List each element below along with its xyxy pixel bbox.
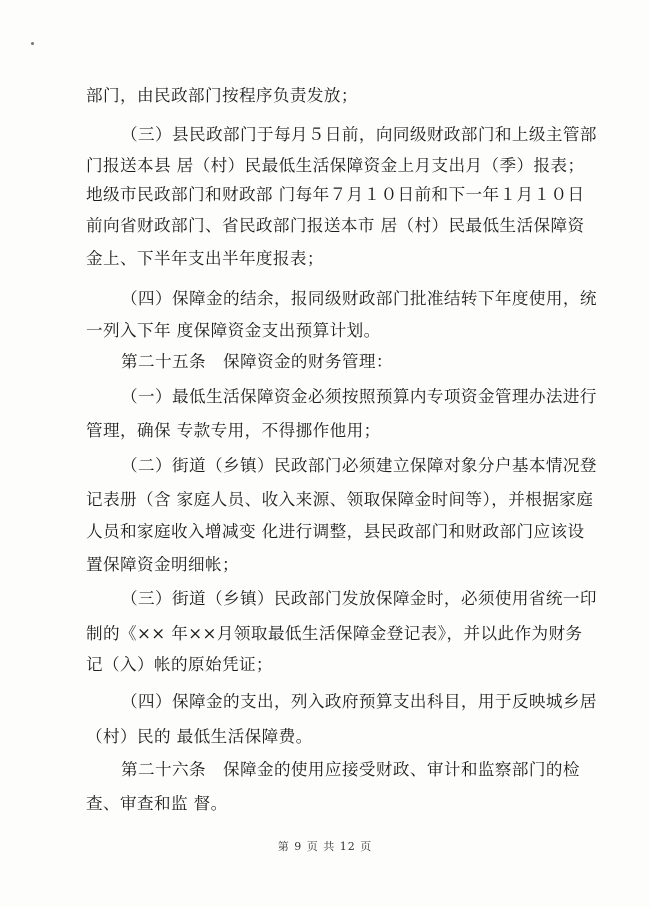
text-line-3: 门报送本县 居（村）民最低生活保障资金上月支出月（季）报表；: [86, 156, 585, 175]
text-line-1: 部门，由民政部门按程序负责发放；: [86, 86, 358, 105]
text-line-12: （二）街道（乡镇）民政部门必须建立保障对象分户基本情况登: [121, 456, 597, 475]
text-line-2: （三）县民政部门于每月５日前，向同级财政部门和上级主管部: [121, 125, 597, 144]
text-line-10: （一）最低生活保障资金必须按照预算内专项资金管理办法进行: [121, 387, 597, 406]
text-line-21: 第二十六条 保障金的使用应接受财政、审计和监察部门的检: [121, 760, 580, 779]
text-line-19: （四）保障金的支出，列入政府预算支出科目，用于反映城乡居: [121, 692, 597, 711]
text-line-20: （村）民的 最低生活保障费。: [86, 727, 313, 746]
text-line-9: 第二十五条 保障资金的财务管理：: [121, 352, 393, 371]
text-line-17: 制的《×× 年××月领取最低生活保障金登记表》，并以此作为财务: [86, 624, 583, 643]
page-number-footer: 第 9 页 共 12 页: [277, 840, 373, 853]
text-line-5: 前向省财政部门、省民政部门报送本市 居（村）民最低生活保障资: [86, 216, 585, 235]
text-line-15: 置保障资金明细帐；: [86, 555, 239, 574]
text-line-13: 记表册（含 家庭人员、收入来源、领取保障金时间等），并根据家庭: [86, 490, 594, 509]
text-line-8: 一列入下年 度保障资金支出预算计划。: [86, 321, 381, 340]
text-line-4: 地级市民政部门和财政部 门每年７月１０日前和下一年１月１０日: [86, 185, 585, 204]
text-line-22: 查、审查和监 督。: [86, 794, 228, 813]
text-line-14: 人员和家庭收入增减变 化进行调整，县民政部门和财政部门应该设: [86, 522, 585, 541]
text-line-7: （四）保障金的结余，报同级财政部门批准结转下年度使用，统: [121, 289, 597, 308]
text-line-11: 管理，确保 专款专用，不得挪作他用；: [86, 421, 381, 440]
text-line-6: 金上、下半年支出半年度报表；: [86, 249, 324, 268]
scan-dot: [31, 42, 34, 45]
text-line-16: （三）街道（乡镇）民政部门发放保障金时，必须使用省统一印: [121, 589, 597, 608]
text-line-18: 记（入）帐的原始凭证；: [86, 655, 273, 674]
